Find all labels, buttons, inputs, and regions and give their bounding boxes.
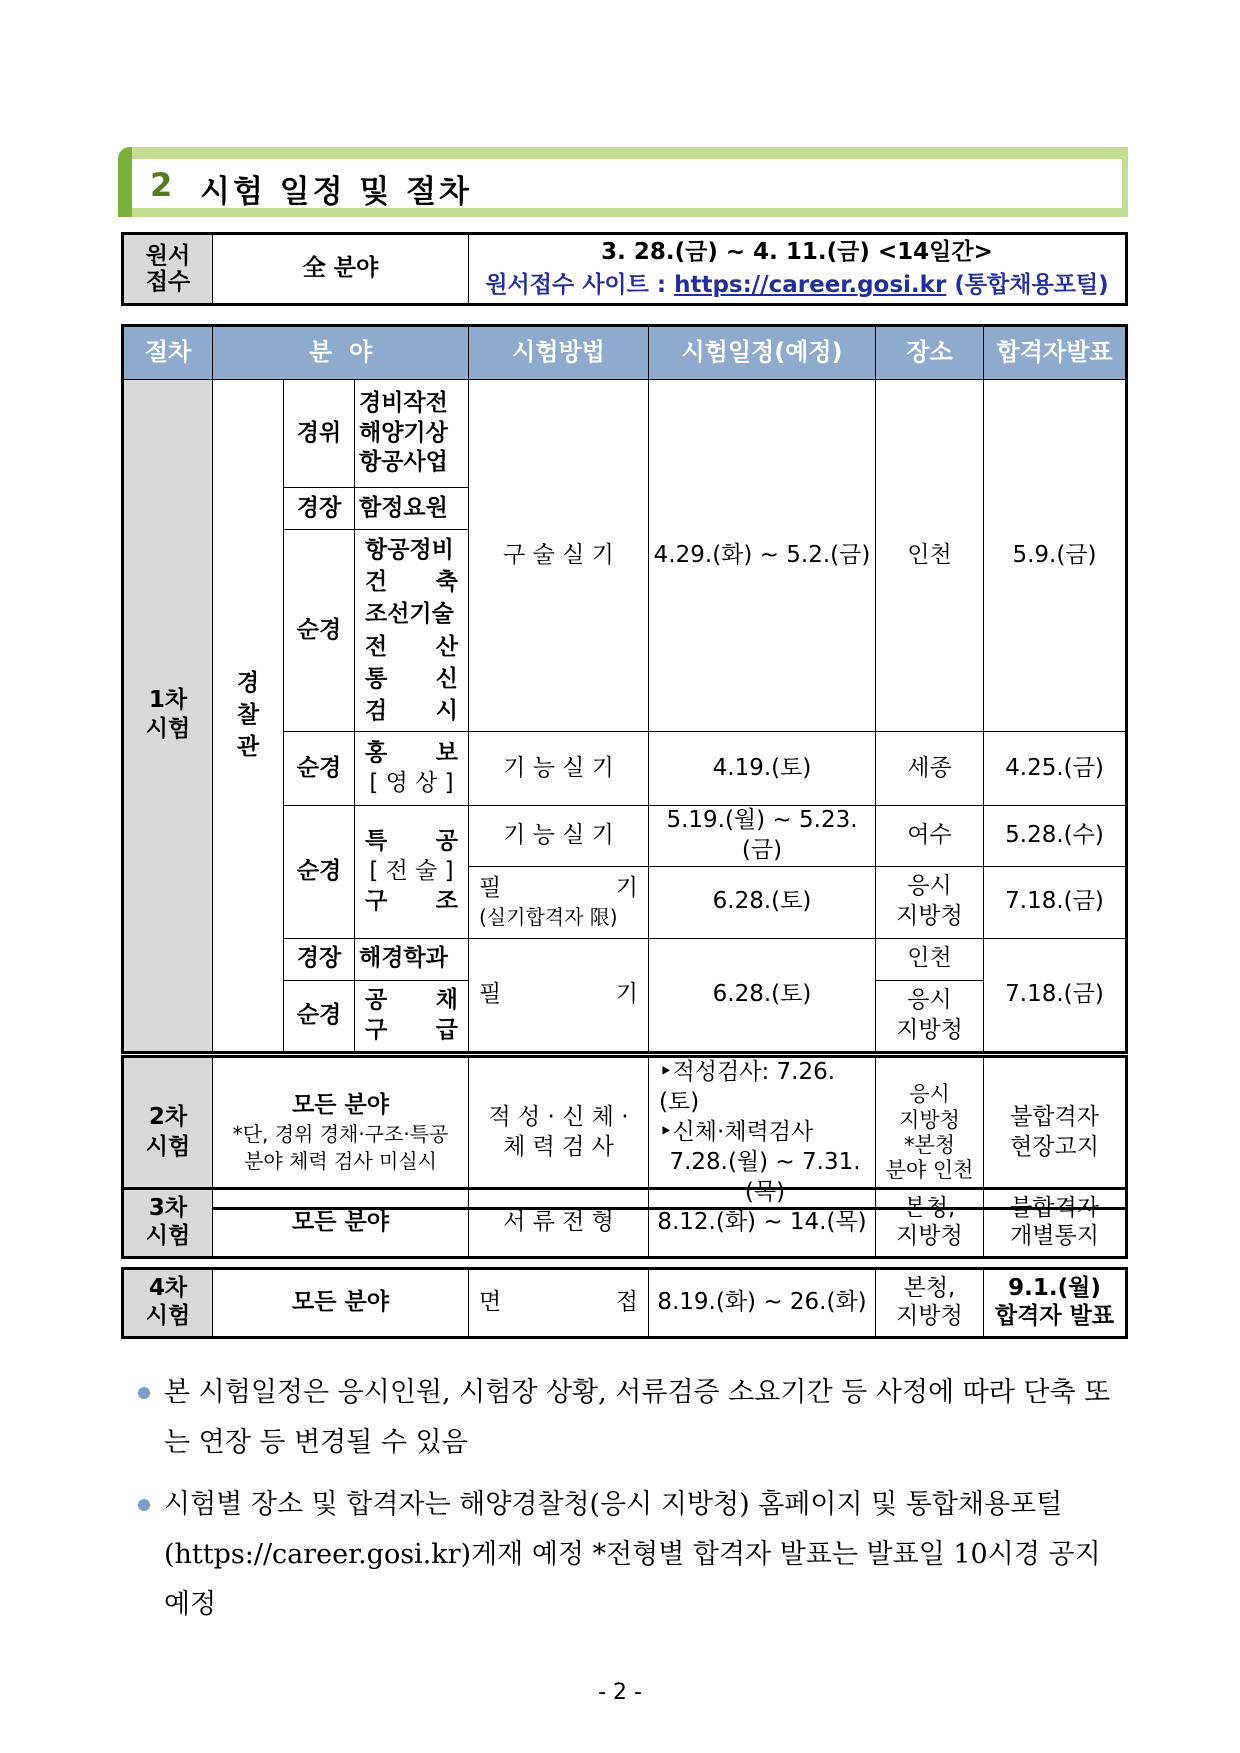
- field-text: 공: [435, 828, 458, 855]
- stage3-field: 모든 분야: [213, 1189, 469, 1258]
- header-procedure: 절차: [123, 326, 213, 380]
- place-cell: 인천: [876, 938, 984, 980]
- field-cell: [355, 806, 469, 939]
- field-cell: [355, 980, 469, 1052]
- place-cell: 응시 지방청: [876, 866, 984, 938]
- rank-cell: 순경: [284, 980, 355, 1052]
- field-text: 조선기술: [365, 601, 454, 628]
- method-line: [473, 874, 644, 904]
- schedule-cell: 6.28.(토): [649, 866, 876, 938]
- bullet-dot-icon: [138, 1499, 150, 1511]
- stage2-place: 응시 지방청 *본청 분야 인천: [876, 1057, 984, 1209]
- place-cell: 세종: [876, 732, 984, 806]
- stage1-group: 경 찰 관: [213, 380, 284, 1053]
- stage3-method: 서 류 전 형: [469, 1189, 649, 1258]
- method-line: [473, 1288, 644, 1318]
- stage3-table: [121, 1187, 1128, 1259]
- rank-cell: 순경: [284, 806, 355, 939]
- field-text: 시: [435, 697, 458, 724]
- method-cell: [469, 866, 649, 938]
- application-site-label: 원서접수 사이트 :: [485, 272, 675, 298]
- field-cell: 해경학과: [355, 938, 469, 980]
- place-cell: 응시 지방청: [876, 980, 984, 1052]
- rank-cell: 순경: [284, 732, 355, 806]
- header-schedule: 시험일정(예정): [649, 326, 876, 380]
- header-place: 장소: [876, 326, 984, 380]
- stage2-schedule-line: ‣신체·체력검사: [659, 1118, 814, 1145]
- method-cell: [469, 938, 649, 1052]
- method-text: 접: [615, 1289, 638, 1316]
- field-line: [359, 534, 464, 566]
- result-cell: 7.18.(금): [984, 866, 1127, 938]
- stage2-result: 불합격자 현장고지: [984, 1057, 1127, 1209]
- section-header-accent: [118, 147, 132, 217]
- field-text: 검: [365, 697, 388, 724]
- field-text: 건: [365, 569, 388, 596]
- method-text: 필: [479, 980, 502, 1007]
- schedule-cell: 4.29.(화) ~ 5.2.(금): [649, 380, 876, 732]
- field-line: [359, 663, 464, 695]
- field-text: 공: [365, 986, 388, 1013]
- stage2-method: 적 성 · 신 체 · 체 력 검 사: [469, 1057, 649, 1209]
- application-period: 3. 28.(금) ~ 4. 11.(금) <14일간>: [601, 238, 993, 265]
- method-line: [473, 980, 644, 1010]
- application-field: 全 분야: [213, 234, 469, 305]
- stage2-schedule-line: ‣적성검사: 7.26.(토): [659, 1059, 836, 1115]
- stage4-field: 모든 분야: [213, 1269, 469, 1338]
- header-field: 분 야: [213, 326, 469, 380]
- stage2-field-note: *단, 경위 경채·구조·특공 분야 체력 검사 미실시: [232, 1121, 449, 1173]
- application-site: [473, 269, 1121, 302]
- result-cell: 5.28.(수): [984, 806, 1127, 867]
- field-line: [359, 695, 464, 727]
- field-text: 축: [435, 569, 458, 596]
- field-text: 구: [365, 887, 388, 914]
- field-text: 급: [435, 1016, 458, 1043]
- field-line: [359, 1016, 464, 1046]
- field-text: 보: [435, 739, 458, 766]
- method-text: 필: [479, 875, 502, 902]
- result-cell: 5.9.(금): [984, 380, 1127, 732]
- stage4-place: 본청, 지방청: [876, 1269, 984, 1338]
- method-cell: 기 능 실 기: [469, 806, 649, 867]
- field-line: [ 전 술 ]: [369, 857, 454, 884]
- field-line: [359, 827, 464, 857]
- field-text: 특: [365, 828, 388, 855]
- method-cell: 구 술 실 기: [469, 380, 649, 732]
- field-line: [359, 887, 464, 917]
- section-number: 2: [150, 166, 173, 204]
- rank-cell: 경장: [284, 938, 355, 980]
- field-cell: 경비작전 해양기상 항공사업: [355, 380, 469, 488]
- method-text: 기: [615, 980, 638, 1007]
- stage2-schedule-line: 7.28.(월) ~ 7.31.(목): [669, 1148, 861, 1205]
- field-text: 조: [435, 887, 458, 914]
- stage4-result: 9.1.(월) 합격자 발표: [984, 1269, 1127, 1338]
- section-header: [118, 147, 1128, 217]
- place-cell: 인천: [876, 380, 984, 732]
- schedule-cell: 5.19.(월) ~ 5.23.(금): [649, 806, 876, 867]
- header-method: 시험방법: [469, 326, 649, 380]
- stage2-field-title: 모든 분야: [292, 1091, 389, 1118]
- method-text: 면: [479, 1289, 502, 1316]
- stage4-label: 4차 시험: [123, 1269, 213, 1338]
- field-line: [359, 986, 464, 1016]
- application-site-name: (통합채용포털): [946, 272, 1109, 298]
- field-line: [ 영 상 ]: [369, 769, 454, 796]
- stage2-label: 2차 시험: [123, 1057, 213, 1209]
- stage4-schedule: 8.19.(화) ~ 26.(화): [649, 1269, 876, 1338]
- application-site-link[interactable]: https://career.gosi.kr: [674, 272, 947, 298]
- field-text: 신: [435, 665, 458, 692]
- stage3-result: 불합격자 개별통지: [984, 1189, 1127, 1258]
- field-text: 홍: [365, 739, 388, 766]
- method-text: 기: [615, 875, 638, 902]
- note-item: [130, 1368, 1130, 1468]
- rank-cell: 순경: [284, 530, 355, 732]
- field-text: 항공정비: [365, 536, 454, 563]
- stage3-schedule: 8.12.(화) ~ 14.(목): [649, 1189, 876, 1258]
- section-title: 시험 일정 및 절차: [200, 174, 472, 210]
- application-table: [121, 232, 1128, 306]
- field-text: 채: [435, 986, 458, 1013]
- stage1-label: 1차 시험: [123, 380, 213, 1053]
- note-text: 본 시험일정은 응시인원, 시험장 상황, 서류검증 소요기간 등 사정에 따라 단축 또는 연장 등 변경될 수 있음: [164, 1377, 1111, 1458]
- rank-cell: 경장: [284, 488, 355, 530]
- stage3-label: 3차 시험: [123, 1189, 213, 1258]
- rank-cell: 경위: [284, 380, 355, 488]
- result-cell: 4.25.(금): [984, 732, 1127, 806]
- method-note: (실기합격자 限): [479, 905, 618, 930]
- field-text: 구: [365, 1016, 388, 1043]
- field-text: 전: [365, 633, 388, 660]
- field-cell: [355, 732, 469, 806]
- method-cell: 기 능 실 기: [469, 732, 649, 806]
- stage4-table: [121, 1267, 1128, 1339]
- application-label: 원서 접수: [123, 234, 213, 305]
- field-text: 산: [435, 633, 458, 660]
- field-line: [359, 598, 464, 630]
- field-cell: [355, 530, 469, 732]
- application-info: [469, 234, 1127, 305]
- field-line: [359, 566, 464, 598]
- schedule-cell: 6.28.(토): [649, 938, 876, 1052]
- field-text: 통: [365, 665, 388, 692]
- field-cell: 함정요원: [355, 488, 469, 530]
- place-cell: 여수: [876, 806, 984, 867]
- result-cell: 7.18.(금): [984, 938, 1127, 1052]
- note-text: 시험별 장소 및 합격자는 해양경찰청(응시 지방청) 홈페이지 및 통합채용포털 (https://career.gosi.kr)게재 예정 *전형별 합격자 발표는 발표일 10시경 공지 예정: [164, 1489, 1101, 1620]
- field-line: [359, 739, 464, 769]
- field-line: [359, 631, 464, 663]
- note-item: [130, 1480, 1130, 1630]
- stage3-place: 본청, 지방청: [876, 1189, 984, 1258]
- stage4-method: [469, 1269, 649, 1338]
- stage1-table: [121, 324, 1128, 1054]
- bullet-dot-icon: [138, 1387, 150, 1399]
- schedule-cell: 4.19.(토): [649, 732, 876, 806]
- header-result: 합격자발표: [984, 326, 1127, 380]
- page-number: - 2 -: [598, 1680, 642, 1705]
- notes: [130, 1368, 1130, 1630]
